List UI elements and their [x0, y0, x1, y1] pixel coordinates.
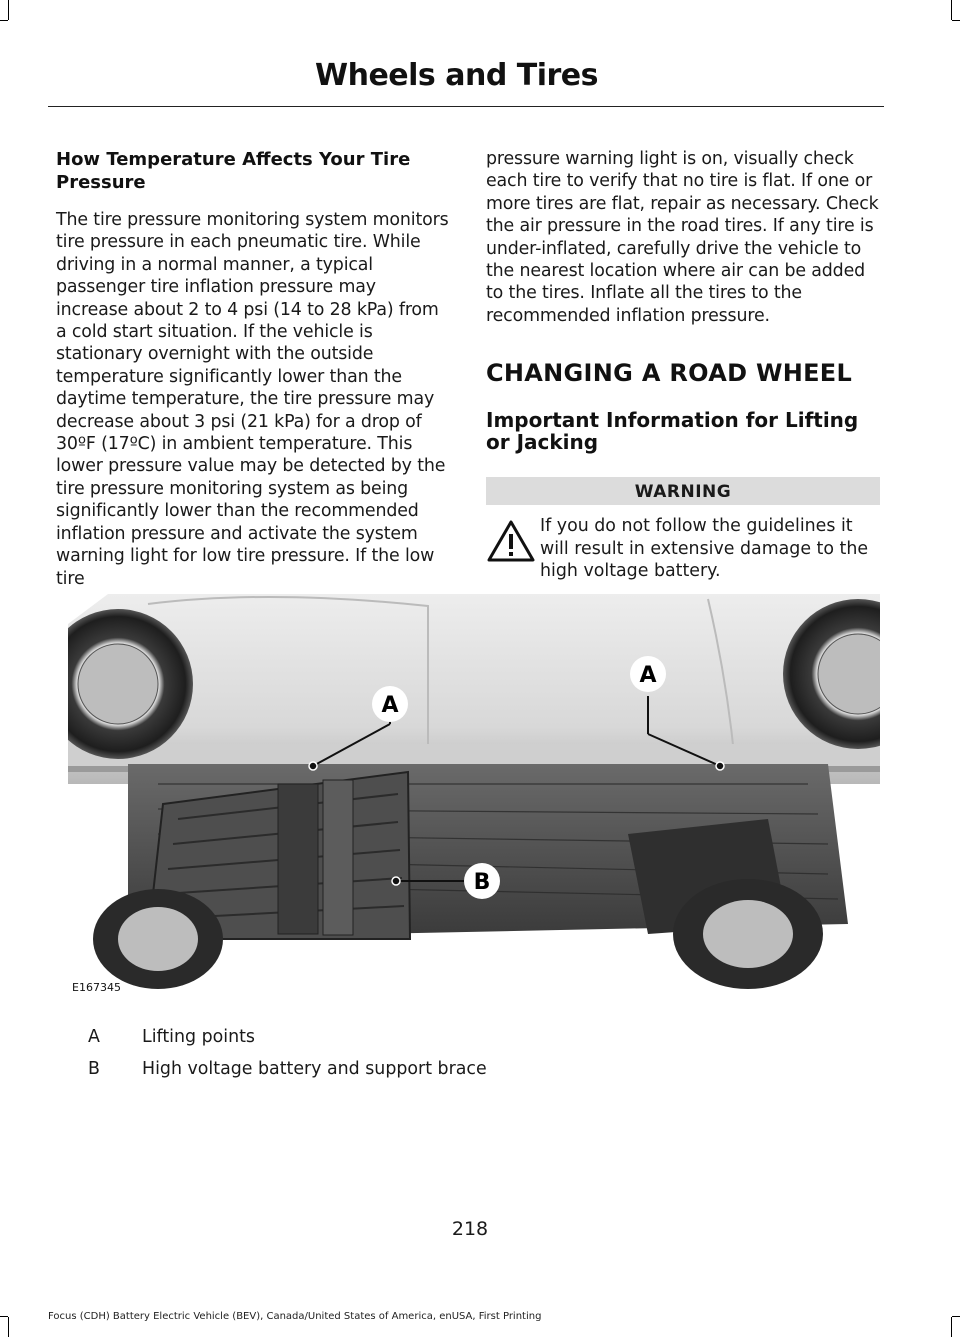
crop-mark	[0, 20, 8, 21]
legend-key: B	[88, 1059, 100, 1079]
section-heading: How Temperature Affects Your Tire Pressure	[56, 149, 411, 193]
callout-a: A	[639, 663, 657, 688]
subsection-heading: Important Information for Lifting or Jacking	[486, 408, 859, 455]
warning-label: WARNING	[486, 477, 880, 505]
illustration-id: E167345	[72, 981, 121, 994]
page-header-title: Wheels and Tires	[315, 58, 598, 93]
header-divider	[48, 106, 884, 107]
crop-mark	[951, 1317, 952, 1337]
legend-key: A	[88, 1027, 100, 1047]
crop-mark	[952, 1316, 960, 1317]
section-title: CHANGING A ROAD WHEEL	[486, 359, 853, 388]
warning-box	[486, 477, 880, 597]
crop-mark	[0, 1316, 8, 1317]
callout-legend	[88, 1027, 788, 1091]
legend-description: Lifting points	[142, 1027, 255, 1047]
vehicle-underside-illustration	[68, 594, 880, 998]
page-number: 218	[451, 1218, 489, 1240]
crop-mark	[8, 1317, 9, 1337]
right-column	[486, 148, 880, 597]
legend-row	[88, 1027, 788, 1059]
legend-description: High voltage battery and support brace	[142, 1059, 487, 1079]
crop-mark	[8, 0, 9, 20]
footer-text: Focus (CDH) Battery Electric Vehicle (BEV), Canada/United States of America, enUSA, First Printing	[48, 1311, 542, 1322]
callout-a: A	[381, 693, 399, 718]
callout-b: B	[473, 870, 491, 895]
warning-body	[486, 505, 880, 588]
legend-row	[88, 1059, 788, 1091]
left-column	[56, 148, 451, 590]
body-paragraph: The tire pressure monitoring system monitors tire pressure in each pneumatic tire. While driving in a normal manner, a typical passenger tire inflation pressure may increase about 2 to 4 psi (14 to 28 kPa) from a cold start situation. If the vehicle is stationary overnight with the outside temperature significantly lower than the daytime temperature, the tire pressure may decrease about 3 psi (21 kPa) for a drop of 30ºF (17ºC) in ambient temperature. This lower pressure value may be detected by the tire pressure monitoring system as being significantly lower than the recommended inflation pressure and activate the system warning light for low tire pressure. If the low tire	[56, 210, 449, 589]
body-paragraph: pressure warning light is on, visually check each tire to verify that no tire is flat. If one or more tires are flat, repair as necessary. Check the air pressure in the road tires. If any tire is under-inflated, carefully drive the vehicle to the nearest location where air can be added to the tires. Inflate all the tires to the recommended inflation pressure.	[486, 149, 879, 326]
crop-mark	[951, 0, 952, 20]
warning-triangle-icon	[486, 519, 536, 563]
warning-text: If you do not follow the guidelines it will result in extensive damage to the high voltage battery.	[540, 516, 869, 582]
crop-mark	[952, 20, 960, 21]
